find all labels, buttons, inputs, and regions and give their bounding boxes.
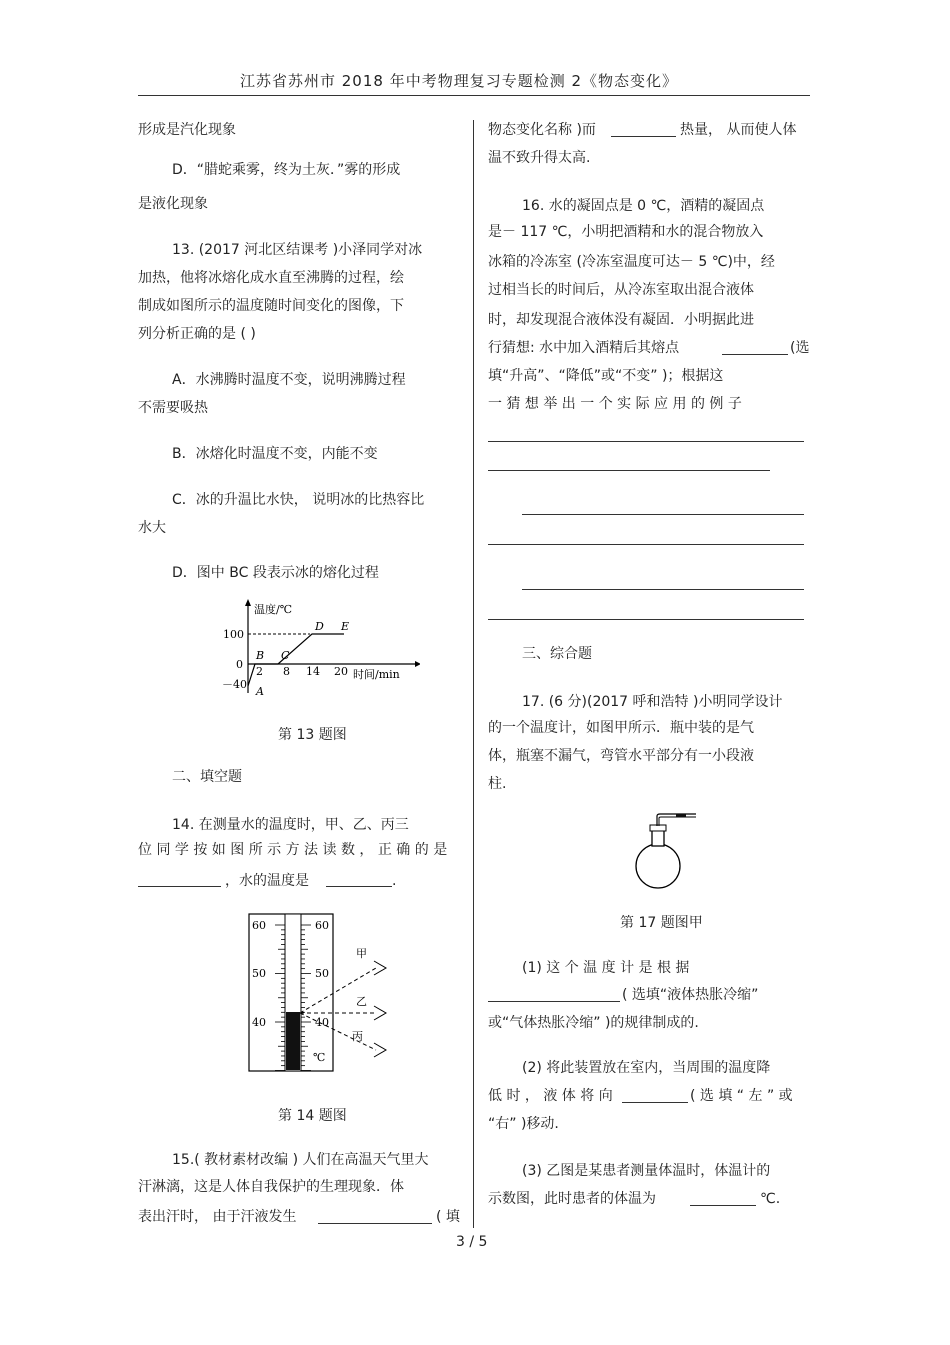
point-c: C: [281, 649, 290, 662]
point-b: B: [256, 649, 265, 662]
q14-line: 位 同 学 按 如 图 所 示 方 法 读 数 ， 正 确 的 是: [138, 842, 448, 858]
tick-100: 100: [223, 628, 244, 641]
q13-option-a-cont: 不需要吸热: [138, 400, 208, 416]
q16-line: 冰箱的冷冻室 (冷冻室温度可达－ 5 ℃)中，经: [488, 254, 775, 270]
answer-line[interactable]: [488, 544, 804, 545]
column-divider: [473, 120, 474, 1228]
q13-option-c: C．冰的升温比水快， 说明冰的比热容比: [172, 492, 425, 508]
q17-1-line: ( 选填“液体热胀冷缩”: [622, 987, 759, 1003]
flask-bulb: [636, 844, 680, 888]
q13-option-b: B．冰熔化时温度不变，内能不变: [172, 446, 378, 462]
q14-line: ，水的温度是: [225, 873, 309, 889]
q15-line: ( 填: [436, 1209, 460, 1225]
fig14-caption: 第 14 题图: [278, 1108, 347, 1124]
answer-blank[interactable]: [690, 1205, 756, 1206]
q16-line: 是－ 117 ℃，小明把酒精和水的混合物放入: [488, 224, 764, 240]
answer-blank[interactable]: [622, 1102, 688, 1103]
eye-icon: [374, 961, 386, 975]
y-axis-label: 温度/℃: [254, 603, 293, 616]
text-line: 是液化现象: [138, 196, 208, 212]
q17-2-line: (2) 将此装置放在室内，当周围的温度降: [522, 1060, 771, 1076]
answer-blank[interactable]: [611, 136, 676, 137]
answer-line[interactable]: [522, 589, 804, 590]
fig17-flask: [630, 812, 700, 892]
tick-neg40: －40: [222, 678, 247, 691]
q14-period: .: [392, 873, 397, 889]
q17-3-line: 示数图，此时患者的体温为: [488, 1191, 656, 1207]
q13-option-d: D．图中 BC 段表示冰的熔化过程: [172, 565, 379, 581]
x-axis-label: 时间/min: [353, 668, 400, 681]
q16-line: 16. 水的凝固点是 0 ℃，酒精的凝固点: [522, 198, 765, 214]
q16-line: (选: [790, 340, 810, 356]
observer-yi: 乙: [356, 995, 367, 1008]
q17-1-line: 或“气体热胀冷缩” )的规律制成的.: [488, 1015, 699, 1031]
section-heading: 三、综合题: [522, 646, 592, 662]
q16-line: 时，却发现混合液体没有凝固．小明据此进: [488, 312, 754, 328]
tick-0: 0: [236, 658, 243, 671]
y-axis-arrow: [245, 599, 251, 606]
tick-40-left: 40: [252, 1016, 266, 1029]
page-number: 3 / 5: [456, 1234, 488, 1250]
answer-line[interactable]: [488, 470, 770, 471]
text-line: 物态变化名称 )而: [488, 122, 596, 138]
q13-line: 制成如图所示的温度随时间变化的图像，下: [138, 298, 404, 314]
fig17-caption: 第 17 题图甲: [620, 915, 703, 931]
q17-line: 柱.: [488, 776, 507, 792]
tick-50-right: 50: [315, 967, 329, 980]
liquid-column: [286, 1012, 300, 1070]
tick-14: 14: [306, 665, 320, 678]
q13-option-c-cont: 水大: [138, 520, 166, 536]
eye-icon: [374, 1006, 386, 1020]
q16-line: 填“升高”、“降低”或“不变” )；根据这: [488, 368, 724, 384]
q17-line: 体，瓶塞不漏气，弯管水平部分有一小段液: [488, 748, 754, 764]
point-d: D: [315, 620, 324, 633]
answer-blank[interactable]: [138, 886, 221, 887]
text-line: 形成是汽化现象: [138, 122, 236, 138]
text-line: 热量， 从而使人体: [680, 122, 797, 138]
tick-60-left: 60: [252, 919, 266, 932]
q15-line: 汗淋漓，这是人体自我保护的生理现象．体: [138, 1179, 404, 1195]
header-rule: [138, 95, 810, 96]
answer-line[interactable]: [488, 619, 804, 620]
q17-line: 的一个温度计，如图甲所示．瓶中装的是气: [488, 720, 754, 736]
tick-60-right: 60: [315, 919, 329, 932]
point-a: A: [256, 685, 264, 698]
observer-bing: 丙: [352, 1030, 363, 1043]
q14-line: 14. 在测量水的温度时，甲、乙、丙三: [172, 817, 409, 833]
q13-line: 加热，他将冰熔化成水直至沸腾的过程，绘: [138, 270, 404, 286]
q16-line: 行猜想: 水中加入酒精后其熔点: [488, 340, 680, 356]
unit-label: ℃: [313, 1051, 326, 1064]
tick-2: 2: [256, 665, 263, 678]
q16-line: 一 猜 想 举 出 一 个 实 际 应 用 的 例 子: [488, 396, 742, 412]
answer-blank[interactable]: [326, 886, 392, 887]
fig14-thermometer: [248, 913, 393, 1073]
answer-blank[interactable]: [722, 354, 788, 355]
text-line: 温不致升得太高.: [488, 150, 591, 166]
answer-blank[interactable]: [488, 1001, 620, 1002]
fig13-graph: [220, 598, 420, 698]
observer-jia: 甲: [356, 947, 367, 960]
point-e: E: [341, 620, 350, 633]
q13-line: 列分析正确的是 ( ): [138, 326, 256, 342]
q17-1-line: (1) 这 个 温 度 计 是 根 据: [522, 960, 690, 976]
q17-2-line: “右” )移动.: [488, 1116, 559, 1132]
q17-2-line: ( 选 填 “ 左 ” 或: [690, 1088, 793, 1104]
q17-line: 17. (6 分)(2017 呼和浩特 )小明同学设计: [522, 694, 783, 710]
tick-50-left: 50: [252, 967, 266, 980]
answer-line[interactable]: [522, 514, 804, 515]
q17-3-line: ℃.: [760, 1191, 781, 1207]
liquid-plug: [676, 814, 686, 817]
q17-3-line: (3) 乙图是某患者测量体温时，体温计的: [522, 1163, 771, 1179]
option-d-prev: D．“腊蛇乘雾，终为土灰．”雾的形成: [172, 162, 401, 178]
tick-20: 20: [334, 665, 348, 678]
answer-line[interactable]: [488, 441, 804, 442]
fig13-caption: 第 13 题图: [278, 727, 347, 743]
tick-8: 8: [283, 665, 290, 678]
q15-line: 15.( 教材素材改编 ) 人们在高温天气里大: [172, 1152, 429, 1168]
section-heading: 二、填空题: [172, 769, 242, 785]
tick-40-right: 40: [315, 1016, 329, 1029]
q17-2-line: 低 时 ， 液 体 将 向: [488, 1088, 613, 1104]
answer-blank[interactable]: [318, 1223, 432, 1224]
page-header: 江苏省苏州市 2018 年中考物理复习专题检测 2《物态变化》: [240, 72, 679, 90]
q13-line: 13. (2017 河北区结课考 )小泽同学对冰: [172, 242, 423, 258]
q13-option-a: A．水沸腾时温度不变，说明沸腾过程: [172, 372, 406, 388]
stopper: [650, 825, 666, 831]
flask-neck: [652, 830, 664, 846]
q16-line: 过相当长的时间后，从冷冻室取出混合液体: [488, 282, 754, 298]
q15-line: 表出汗时， 由于汗液发生: [138, 1209, 297, 1225]
x-axis-arrow: [415, 661, 420, 667]
